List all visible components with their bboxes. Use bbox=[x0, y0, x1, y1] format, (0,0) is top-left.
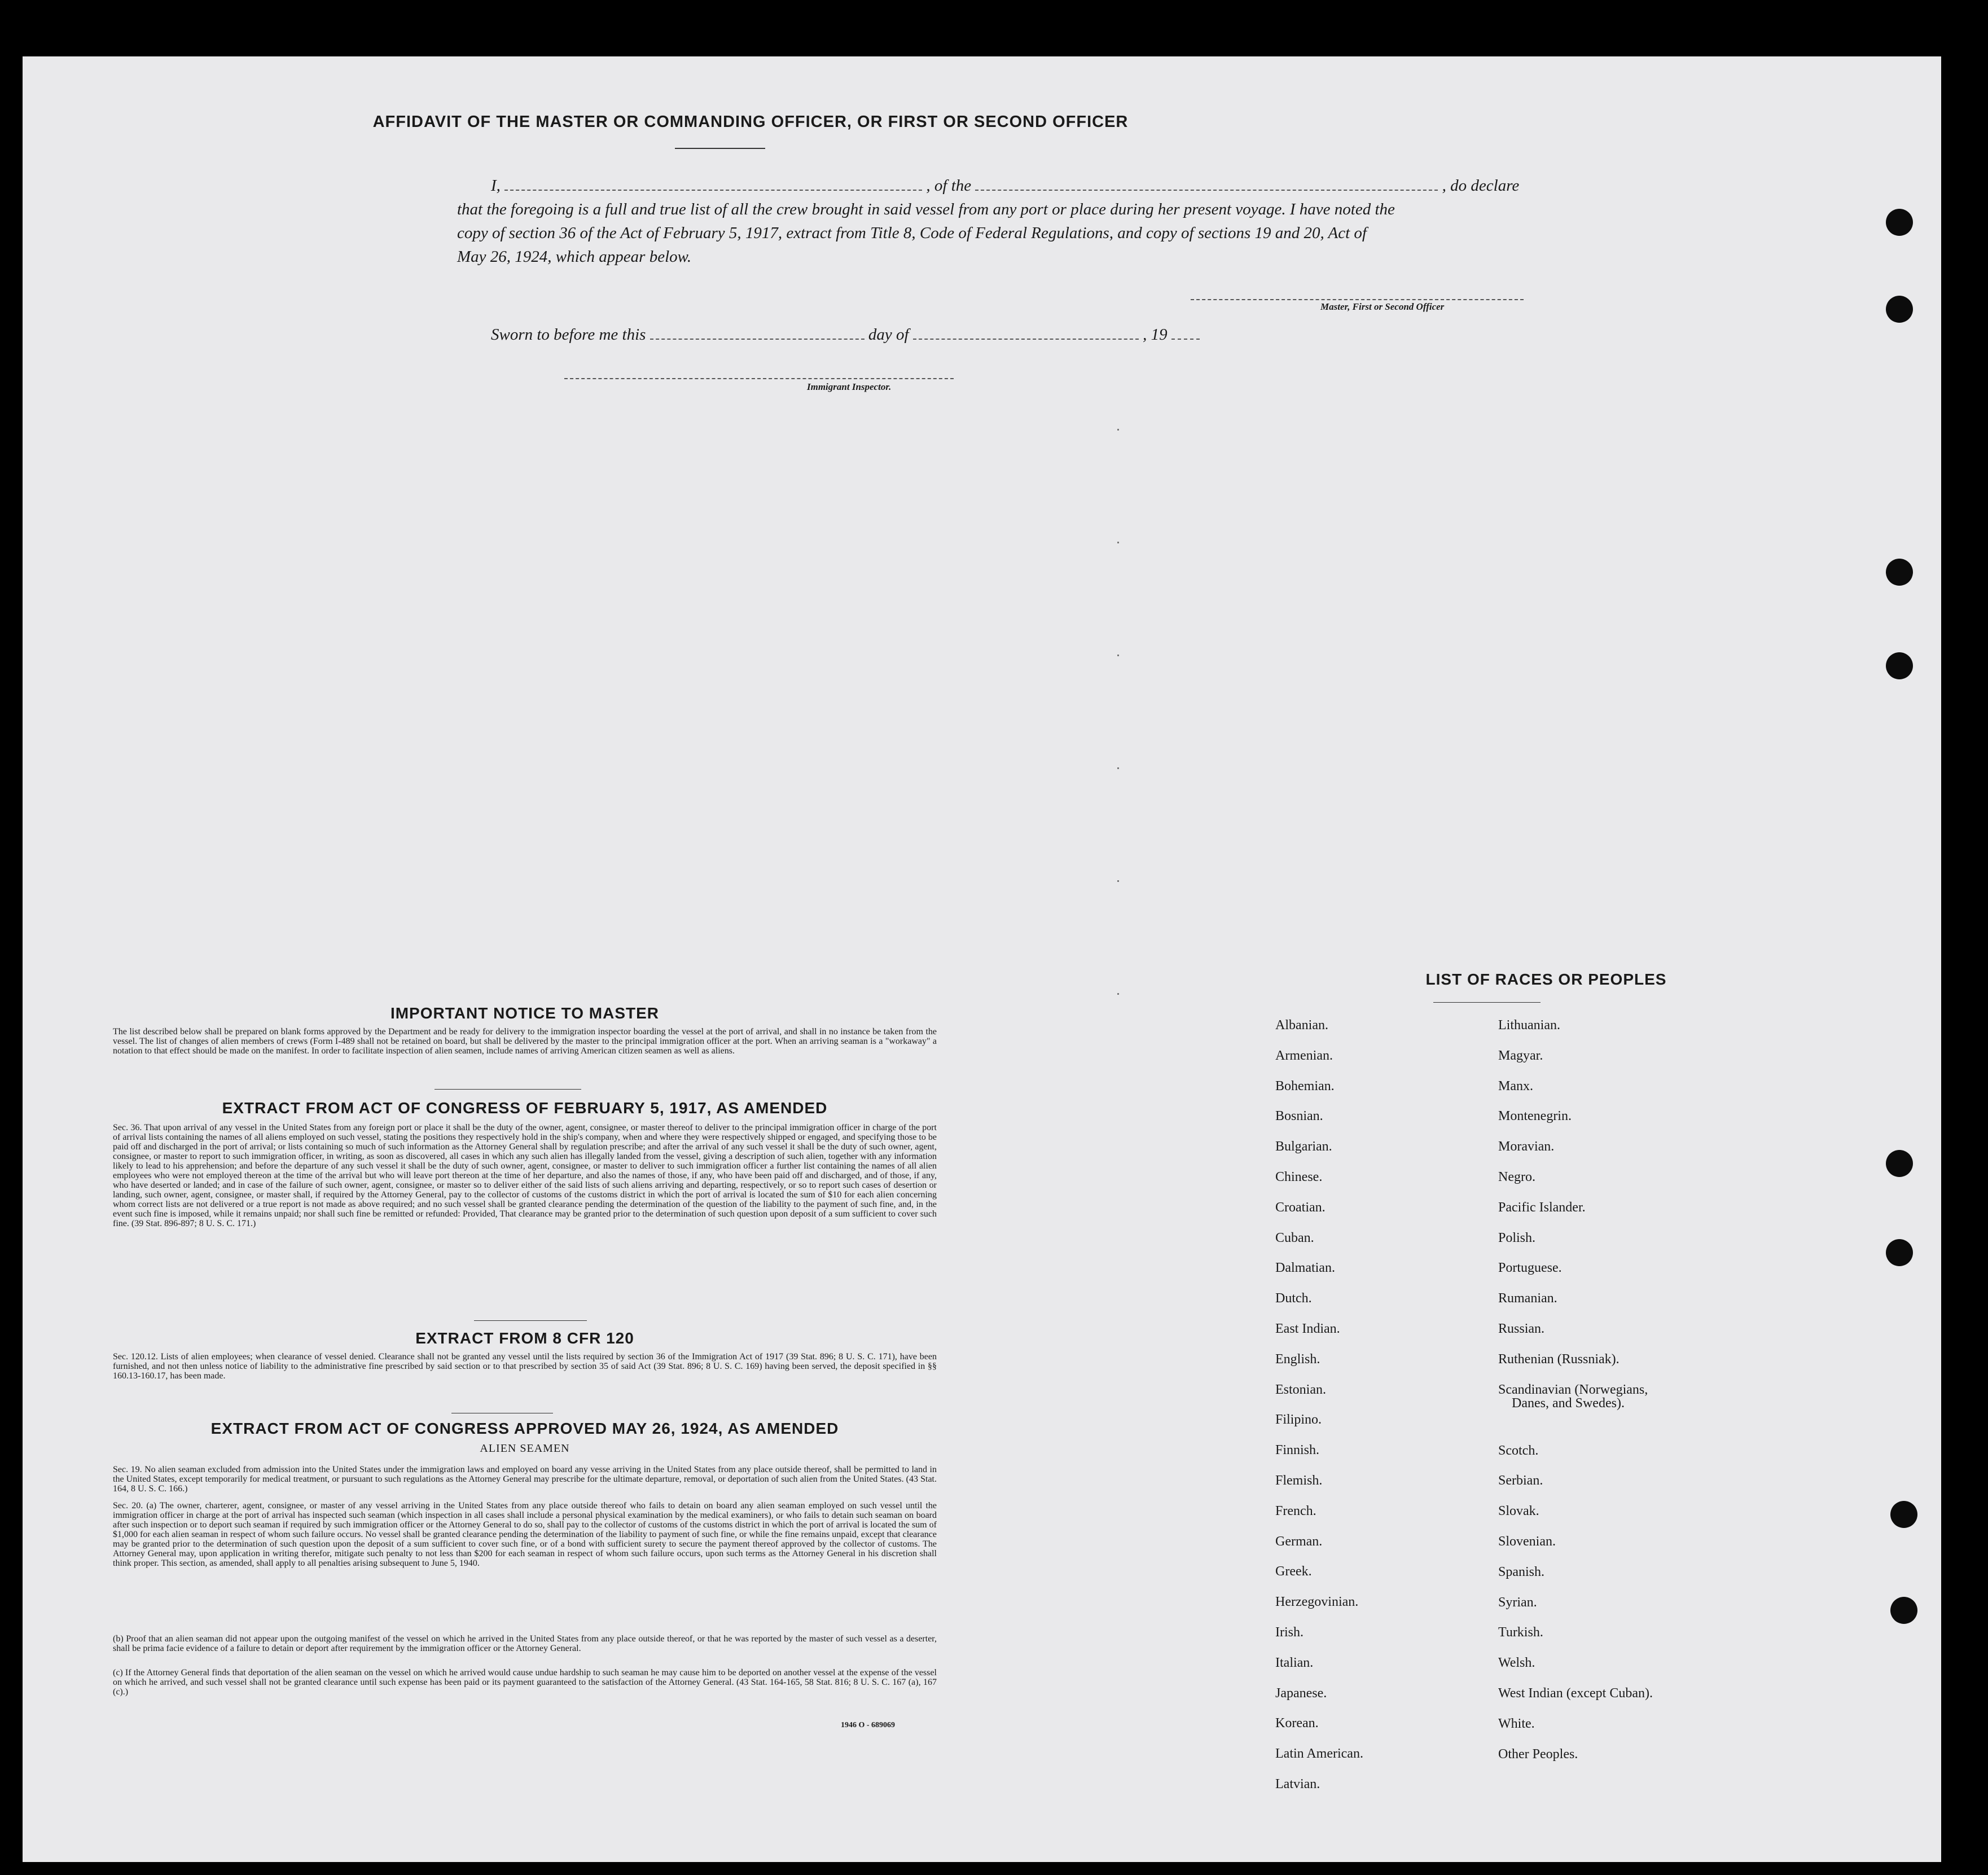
race-item: Armenian. bbox=[1275, 1048, 1333, 1063]
race-item: Dutch. bbox=[1275, 1291, 1312, 1306]
sec19-text: Sec. 19. No alien seaman excluded from admission into the United States under the immigration laws and employed on board any vesse arriving in the United States from any place outside thereof, shall be permitted to land in the United States, except temporarily for medical treatment, or pursuant to such regulations as the Attorney General may prescribe for the ultimate departure, removal, or deportation of such alien from the United States. (43 Stat. 164, 8 U. S. C. 166.) bbox=[113, 1465, 937, 1494]
race-item: Albanian. bbox=[1275, 1018, 1328, 1033]
binder-hole bbox=[1886, 209, 1913, 236]
race-item: Lithuanian. bbox=[1498, 1018, 1560, 1033]
race-item: Irish. bbox=[1275, 1625, 1304, 1640]
section-divider bbox=[474, 1320, 587, 1321]
fold-dot bbox=[1117, 767, 1119, 769]
race-item: Moravian. bbox=[1498, 1139, 1555, 1154]
race-item: Flemish. bbox=[1275, 1473, 1323, 1488]
race-item: Magyar. bbox=[1498, 1048, 1543, 1063]
race-item: Montenegrin. bbox=[1498, 1109, 1572, 1124]
sec20c-text: (c) If the Attorney General finds that deportation of the alien seaman on the vessel on which he arrived would cause undue hardship to such seaman he may cause him to be deported on another vessel at the expense of the vessel on which he arrived, and such vessel shall not be granted clearance until such expense has been paid or its payment guaranteed to the satisfaction of the Attorney General. (43 Stat. 164-165, 58 Stat. 816; 8 U. S. C. 167 (a), 167 (c).) bbox=[113, 1668, 937, 1697]
form-page bbox=[23, 56, 1941, 1862]
race-item: Slovenian. bbox=[1498, 1534, 1556, 1549]
race-item: Scotch. bbox=[1498, 1443, 1539, 1458]
race-item: Other Peoples. bbox=[1498, 1746, 1578, 1762]
affidavit-title: AFFIDAVIT OF THE MASTER OR COMMANDING OFFICER, OR FIRST OR SECOND OFFICER bbox=[372, 113, 1129, 131]
race-item: Scandinavian (Norwegians, bbox=[1498, 1382, 1648, 1397]
of-the-label: , of the bbox=[926, 177, 972, 195]
sworn-day-blank[interactable] bbox=[650, 325, 864, 340]
sworn-label: Sworn to before me this bbox=[491, 326, 646, 344]
race-item: Latvian. bbox=[1275, 1777, 1320, 1791]
race-item: Manx. bbox=[1498, 1078, 1533, 1094]
extract-1924-heading: EXTRACT FROM ACT OF CONGRESS APPROVED MAY 26, 1924, AS AMENDED bbox=[210, 1420, 839, 1437]
race-item: Rumanian. bbox=[1498, 1291, 1557, 1306]
race-item: Dalmatian. bbox=[1275, 1261, 1335, 1276]
race-item: Finnish. bbox=[1275, 1443, 1320, 1458]
day-of-label: day of bbox=[868, 326, 909, 344]
race-item: Filipino. bbox=[1275, 1412, 1322, 1428]
sec20a-text: Sec. 20. (a) The owner, charterer, agent, consignee, or master of any vessel arriving in the United States from any place outside thereof who fails to detain on board any alien seaman employed on such vessel until the immigration officer in charge at the port of arrival has inspected such seaman (which inspection in all cases shall include a personal physical examination by the medical examiners), or who fails to detain such seaman on board after such inspection or to deport such seaman if required by such immigration officer or the Attorney General to do so, shall pay to the collector of customs of the customs district in which the port of arrival is located the sum of $1,000 for each alien seaman in respect of whom such failure occurs. No vessel shall be granted clearance pending the determination of the liability to payment of such fine, or while the fine remains unpaid, except that clearance may be granted prior to the determination of such question upon the deposit of a sum sufficient to cover such fine, or of a bond with sufficient surety to secure the payment thereof approved by the collector of customs. The Attorney General may, upon application in writing therefor, mitigate such penalty to not less than $200 for each seaman in respect of whom such failure occurs, upon such terms as the Attorney General in his discretion shall think proper. This section, as amended, shall apply to all penalties arising subsequent to June 5, 1940. bbox=[113, 1501, 937, 1568]
race-item: Danes, and Swedes). bbox=[1512, 1395, 1625, 1411]
race-item: French. bbox=[1275, 1503, 1316, 1518]
extract-cfr-text: Sec. 120.12. Lists of alien employees; when clearance of vessel denied. Clearance shall not be granted any vessel until the lists required by section 36 of the Immigration Act of 1917 (39 Stat. 896; 8 U. S. C. 171), have been furnished, and not then unless notice of liability to the administrative fine prescribed by said section or to that prescribed by section 35 of said Act (39 Stat. 896; 8 U. S. C. 169) having been served, the deposit specified in §§ 160.13-160.17, has been made. bbox=[113, 1352, 937, 1381]
fold-dot bbox=[1117, 655, 1119, 656]
race-item: Russian. bbox=[1498, 1321, 1545, 1336]
race-item: Slovak. bbox=[1498, 1504, 1539, 1519]
binder-hole bbox=[1886, 296, 1913, 323]
alien-seamen-subheading: ALIEN SEAMEN bbox=[480, 1442, 570, 1455]
race-item: East Indian. bbox=[1275, 1321, 1340, 1336]
extract-cfr-heading: EXTRACT FROM 8 CFR 120 bbox=[415, 1329, 634, 1347]
sworn-month-blank[interactable] bbox=[913, 325, 1139, 340]
race-item: Bulgarian. bbox=[1275, 1139, 1332, 1154]
sworn-line bbox=[491, 323, 1337, 346]
race-item: English. bbox=[1275, 1351, 1320, 1367]
race-item: Syrian. bbox=[1498, 1595, 1537, 1610]
declaration-line3: copy of section 36 of the Act of February 5, 1917, extract from Title 8, Code of Federal Regulations, and copy of sections 19 and 20, Act of bbox=[457, 224, 1367, 242]
notice-text: The list described below shall be prepared on blank forms approved by the Department and be ready for delivery to the immigration inspector boarding the vessel at the port of arrival, and shall in no instance be taken from the vessel. The list of changes of alien members of crews (Form I-489 shall not be retained on board, but shall be delivered by the master to the principal immigration officer at the port. When an arriving seaman is a "workaway" a notation to that effect should be made on the manifest. In order to facilitate inspection of alien seamen, include names of arriving American citizen seamen as well as aliens. bbox=[113, 1027, 937, 1056]
binder-hole bbox=[1886, 1239, 1913, 1266]
year-label: , 19 bbox=[1143, 326, 1168, 344]
fold-dot bbox=[1117, 993, 1119, 995]
race-item: Serbian. bbox=[1498, 1473, 1543, 1488]
fold-dot bbox=[1117, 880, 1119, 882]
sec20b-text: (b) Proof that an alien seaman did not appear upon the outgoing manifest of the vessel on which he arrived in the United States from any place outside thereof, or that he was reported by the master of such vessel as a deserter, shall be prima facie evidence of a failure to detain or deport after requirement by the immigration officer or the Attorney General. bbox=[113, 1634, 937, 1653]
do-declare-label: , do declare bbox=[1442, 177, 1520, 195]
declaration-line1 bbox=[457, 174, 1563, 197]
race-item: White. bbox=[1498, 1716, 1535, 1731]
race-item: Latin American. bbox=[1275, 1746, 1363, 1762]
race-item: Bohemian. bbox=[1275, 1078, 1335, 1094]
race-item: Pacific Islander. bbox=[1498, 1200, 1586, 1215]
binder-hole bbox=[1890, 1597, 1917, 1624]
race-item: Chinese. bbox=[1275, 1170, 1323, 1184]
race-item: Ruthenian (Russniak). bbox=[1498, 1351, 1620, 1367]
race-item: Italian. bbox=[1275, 1655, 1314, 1670]
extract-1917-text: Sec. 36. That upon arrival of any vessel in the United States from any foreign port or place it shall be the duty of the owner, agent, consignee, or master thereof to deliver to the principal immigration officer in charge of the port of arrival lists containing the names of all aliens employed on such vessel, stating the positions they respectively hold in the ship's company, when and where they were respectively shipped or engaged, and specifying those to be paid off and discharged in the port of arrival; or lists containing so much of such information as the Attorney General shall by regulation prescribe; and after the arrival of any such vessel it shall be the duty of such owner, agent, consignee, or master to report to such immigration officer, in writing, as soon as discovered, all cases in which any such alien has illegally landed from the vessel, giving a description of such alien, together with any information likely to lead to his apprehension; and before the departure of any such vessel it shall be the duty of such owner, agent, consignee, or master to deliver to such immigration officer a further list containing the names of all alien employees who were not employed thereon at the time of the arrival but who will leave port thereon at the time of her departure, and also the names of those, if any, who have been paid off and discharged, and of those, if any, who have deserted or landed; and in case of the failure of such owner, agent, consignee, or master so to deliver either of the said lists of such aliens arriving and departing, respectively, or so to report such cases of desertion or landing, such owner, agent, consignee, or master shall, if required by the Attorney General, pay to the collector of customs of the customs district in which the port of arrival is located the sum of $10 for each alien concerning whom correct lists are not delivered or a true report is not made as above required; and no such vessel shall be granted clearance pending the determination of the question of the liability to the payment of such fine, and, in the event such fine is imposed, while it remains unpaid; nor shall such fine be remitted or refunded: Provided, That clearance may be granted prior to the determination of such question upon deposit of a sum sufficient to cover such fine. (39 Stat. 896-897; 8 U. S. C. 171.) bbox=[113, 1123, 937, 1228]
inspector-signature-line[interactable] bbox=[564, 365, 954, 379]
race-item: Estonian. bbox=[1275, 1382, 1326, 1397]
races-heading: LIST OF RACES OR PEOPLES bbox=[1425, 971, 1667, 988]
race-item: Portuguese. bbox=[1498, 1261, 1562, 1276]
binder-hole bbox=[1890, 1501, 1917, 1528]
race-item: Polish. bbox=[1498, 1230, 1536, 1245]
race-item: Cuban. bbox=[1275, 1230, 1314, 1245]
race-item: Herzegovinian. bbox=[1275, 1595, 1359, 1610]
race-item: Croatian. bbox=[1275, 1200, 1326, 1215]
race-item: West Indian (except Cuban). bbox=[1498, 1686, 1653, 1701]
race-item: Turkish. bbox=[1498, 1625, 1543, 1640]
race-item: Japanese. bbox=[1275, 1685, 1327, 1701]
name-blank[interactable] bbox=[504, 176, 922, 191]
binder-hole bbox=[1886, 1150, 1913, 1177]
declaration-line2: that the foregoing is a full and true list of all the crew brought in said vessel from any port or place during her present voyage. I have noted the bbox=[457, 200, 1395, 218]
binder-hole bbox=[1886, 652, 1913, 679]
race-item: Greek. bbox=[1275, 1564, 1312, 1579]
master-signature-label: Master, First or Second Officer bbox=[1320, 301, 1445, 312]
race-item: Bosnian. bbox=[1275, 1109, 1323, 1124]
binder-hole bbox=[1886, 559, 1913, 586]
extract-1917-heading: EXTRACT FROM ACT OF CONGRESS OF FEBRUARY 5, 1917, AS AMENDED bbox=[222, 1099, 828, 1117]
race-item: German. bbox=[1275, 1534, 1323, 1549]
vessel-blank[interactable] bbox=[975, 176, 1438, 191]
title-divider bbox=[675, 148, 765, 149]
inspector-label: Immigrant Inspector. bbox=[807, 381, 892, 392]
race-item: Korean. bbox=[1275, 1716, 1319, 1731]
section-divider bbox=[435, 1089, 581, 1090]
race-item: Negro. bbox=[1498, 1170, 1535, 1184]
print-code: 1946 O - 689069 bbox=[841, 1721, 896, 1729]
fold-dot bbox=[1117, 542, 1119, 543]
race-item: Welsh. bbox=[1498, 1656, 1535, 1671]
races-divider bbox=[1433, 1002, 1541, 1003]
sworn-year-blank[interactable] bbox=[1171, 325, 1200, 340]
race-item: Spanish. bbox=[1498, 1564, 1545, 1579]
fold-dot bbox=[1117, 429, 1119, 431]
master-signature-line[interactable] bbox=[1191, 286, 1524, 300]
notice-heading: IMPORTANT NOTICE TO MASTER bbox=[390, 1004, 660, 1022]
declaration-line4: May 26, 1924, which appear below. bbox=[457, 248, 692, 266]
i-label: I, bbox=[491, 177, 501, 195]
